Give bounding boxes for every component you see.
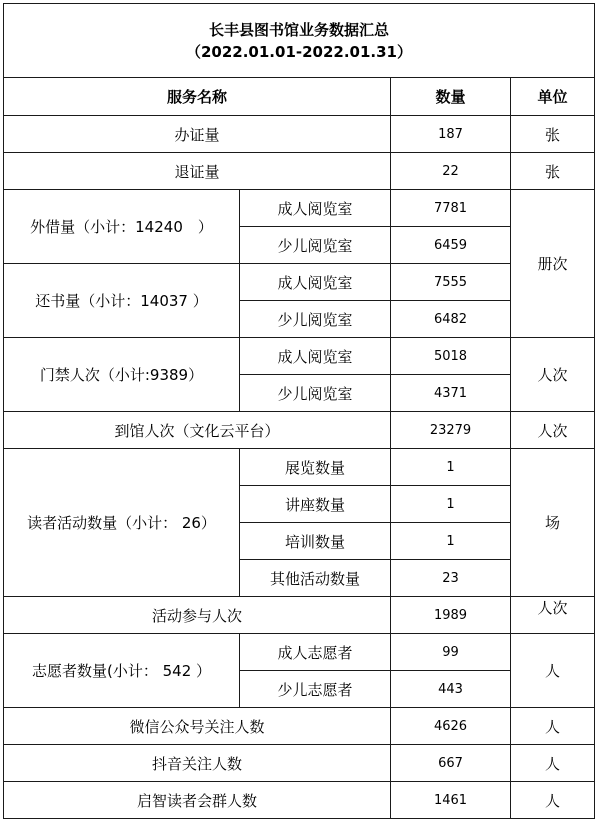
table-row bbox=[4, 116, 595, 153]
header-row bbox=[4, 78, 595, 116]
volunteers-label: 志愿者数量(小计： 542 ） bbox=[4, 634, 240, 708]
table-row bbox=[4, 190, 595, 227]
lending-adult-value: 7781 bbox=[391, 190, 511, 227]
child-volunteers-label: 少儿志愿者 bbox=[240, 671, 391, 708]
other-activities-label: 其他活动数量 bbox=[240, 560, 391, 597]
gate-child-label: 少儿阅览室 bbox=[240, 375, 391, 412]
training-value: 1 bbox=[391, 523, 511, 560]
card-issue-unit: 张 bbox=[511, 116, 595, 153]
qizhi-label: 启智读者会群人数 bbox=[4, 782, 391, 819]
title-row bbox=[4, 4, 595, 78]
activities-unit: 场 bbox=[511, 449, 595, 597]
header-quantity: 数量 bbox=[391, 78, 511, 116]
visits-value: 23279 bbox=[391, 412, 511, 449]
participants-unit: 人次 bbox=[511, 597, 595, 634]
card-issue-label: 办证量 bbox=[4, 116, 391, 153]
library-statistics-table bbox=[3, 3, 595, 819]
card-return-value: 22 bbox=[391, 153, 511, 190]
card-return-label: 退证量 bbox=[4, 153, 391, 190]
adult-volunteers-label: 成人志愿者 bbox=[240, 634, 391, 671]
books-unit: 册次 bbox=[511, 190, 595, 338]
gate-adult-label: 成人阅览室 bbox=[240, 338, 391, 375]
participants-label: 活动参与人次 bbox=[4, 597, 391, 634]
other-activities-value: 23 bbox=[391, 560, 511, 597]
returns-child-value: 6482 bbox=[391, 301, 511, 338]
header-unit: 单位 bbox=[511, 78, 595, 116]
table-row bbox=[4, 264, 595, 301]
lecture-label: 讲座数量 bbox=[240, 486, 391, 523]
lending-label: 外借量（小计：14240 ） bbox=[4, 190, 240, 264]
wechat-label: 微信公众号关注人数 bbox=[4, 708, 391, 745]
table-row bbox=[4, 597, 595, 634]
gate-label: 门禁人次（小计:9389） bbox=[4, 338, 240, 412]
visits-label: 到馆人次（文化云平台） bbox=[4, 412, 391, 449]
gate-unit: 人次 bbox=[511, 338, 595, 412]
activities-label: 读者活动数量（小计： 26） bbox=[4, 449, 240, 597]
qizhi-unit: 人 bbox=[511, 782, 595, 819]
wechat-unit: 人 bbox=[511, 708, 595, 745]
table-row bbox=[4, 745, 595, 782]
lending-child-value: 6459 bbox=[391, 227, 511, 264]
lending-adult-label: 成人阅览室 bbox=[240, 190, 391, 227]
gate-child-value: 4371 bbox=[391, 375, 511, 412]
returns-adult-value: 7555 bbox=[391, 264, 511, 301]
table-row bbox=[4, 449, 595, 486]
returns-label: 还书量（小计：14037 ） bbox=[4, 264, 240, 338]
table-row bbox=[4, 782, 595, 819]
douyin-unit: 人 bbox=[511, 745, 595, 782]
table-row bbox=[4, 338, 595, 375]
lecture-value: 1 bbox=[391, 486, 511, 523]
lending-child-label: 少儿阅览室 bbox=[240, 227, 391, 264]
table-row bbox=[4, 412, 595, 449]
card-issue-value: 187 bbox=[391, 116, 511, 153]
douyin-label: 抖音关注人数 bbox=[4, 745, 391, 782]
header-service-name: 服务名称 bbox=[4, 78, 391, 116]
card-return-unit: 张 bbox=[511, 153, 595, 190]
returns-child-label: 少儿阅览室 bbox=[240, 301, 391, 338]
exhibition-label: 展览数量 bbox=[240, 449, 391, 486]
visits-unit: 人次 bbox=[511, 412, 595, 449]
training-label: 培训数量 bbox=[240, 523, 391, 560]
participants-value: 1989 bbox=[391, 597, 511, 634]
report-title: 长丰县图书馆业务数据汇总 bbox=[208, 20, 389, 39]
adult-volunteers-value: 99 bbox=[391, 634, 511, 671]
report-period: （2022.01.01-2022.01.31） bbox=[185, 42, 412, 61]
table-title bbox=[4, 4, 595, 78]
exhibition-value: 1 bbox=[391, 449, 511, 486]
table-row bbox=[4, 153, 595, 190]
child-volunteers-value: 443 bbox=[391, 671, 511, 708]
table-row bbox=[4, 634, 595, 671]
table-row bbox=[4, 708, 595, 745]
volunteers-unit: 人 bbox=[511, 634, 595, 708]
returns-adult-label: 成人阅览室 bbox=[240, 264, 391, 301]
gate-adult-value: 5018 bbox=[391, 338, 511, 375]
qizhi-value: 1461 bbox=[391, 782, 511, 819]
wechat-value: 4626 bbox=[391, 708, 511, 745]
douyin-value: 667 bbox=[391, 745, 511, 782]
